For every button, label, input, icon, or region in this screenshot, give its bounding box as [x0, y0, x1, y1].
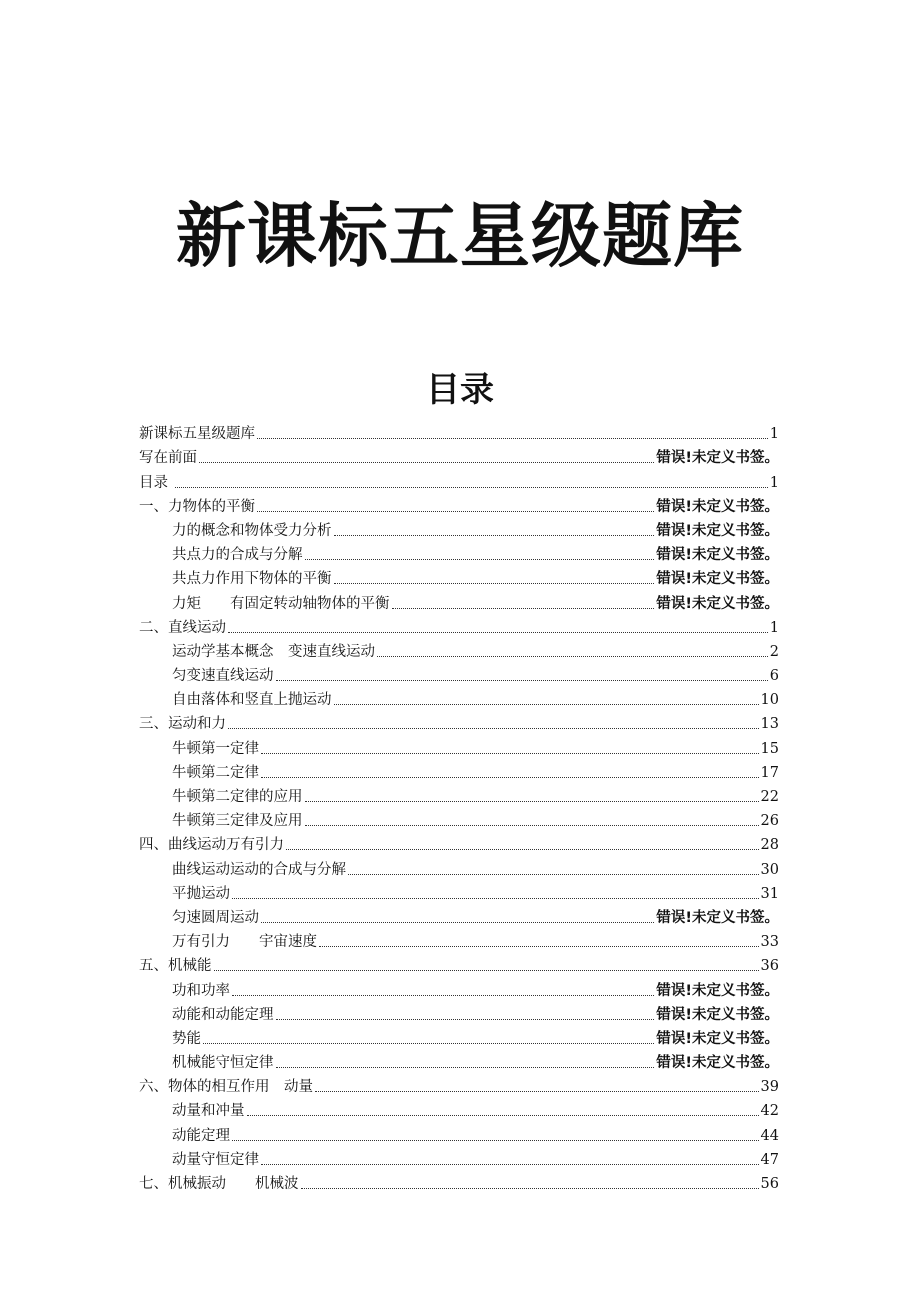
toc-entry-label: 功和功率 [172, 982, 230, 999]
toc-entry-page-number: 26 [760, 813, 779, 830]
toc-entry[interactable] [139, 734, 779, 758]
toc-entry-page-number: 15 [760, 740, 779, 757]
toc-entry-label: 写在前面 [139, 450, 197, 467]
toc-dot-leader [348, 874, 759, 875]
toc-entry-page-number: 30 [760, 861, 779, 878]
toc-entry-error-text: 错误!未定义书签。 [656, 982, 779, 999]
toc-entry-label: 五、机械能 [139, 958, 212, 975]
toc-entry-label: 曲线运动运动的合成与分解 [172, 861, 346, 878]
toc-entry[interactable] [139, 880, 779, 904]
toc-entry-page-number: 2 [769, 643, 779, 660]
toc-dot-leader [261, 753, 759, 754]
toc-entry-page-number: 39 [760, 1079, 779, 1096]
toc-dot-leader [257, 511, 654, 512]
toc-entry-label: 匀变速直线运动 [172, 668, 274, 685]
toc-entry[interactable] [139, 807, 779, 831]
toc-dot-leader [377, 656, 768, 657]
toc-dot-leader [203, 1043, 654, 1044]
toc-entry[interactable] [139, 710, 779, 734]
toc-entry[interactable] [139, 904, 779, 928]
toc-entry-error-text: 错误!未定义书签。 [656, 498, 779, 515]
document-title: 新课标五星级题库 [176, 193, 744, 277]
toc-entry[interactable] [139, 928, 779, 952]
toc-entry[interactable] [139, 952, 779, 976]
toc-dot-leader [261, 1164, 759, 1165]
toc-entry-error-text: 错误!未定义书签。 [656, 1030, 779, 1047]
toc-entry-error-text: 错误!未定义书签。 [656, 547, 779, 564]
toc-entry-label: 六、物体的相互作用 动量 [139, 1079, 313, 1096]
toc-entry-label: 动量和冲量 [172, 1103, 245, 1120]
toc-entry-label: 共点力的合成与分解 [172, 547, 303, 564]
toc-entry-page-number: 1 [769, 474, 779, 491]
toc-dot-leader [392, 608, 655, 609]
toc-entry-label: 势能 [172, 1030, 201, 1047]
toc-entry-error-text: 错误!未定义书签。 [656, 1055, 779, 1072]
toc-entry-page-number: 1 [769, 619, 779, 636]
toc-entry[interactable] [139, 1121, 779, 1145]
toc-entry-label: 一、力物体的平衡 [139, 498, 255, 515]
toc-entry[interactable] [139, 420, 779, 444]
toc-dot-leader [228, 728, 759, 729]
toc-entry-label: 万有引力 宇宙速度 [172, 934, 317, 951]
toc-dot-leader [305, 825, 759, 826]
toc-entry[interactable] [139, 565, 779, 589]
toc-entry[interactable] [139, 1049, 779, 1073]
toc-dot-leader [257, 438, 768, 439]
toc-dot-leader [261, 777, 759, 778]
toc-dot-leader [286, 849, 759, 850]
toc-entry-page-number: 22 [760, 789, 779, 805]
toc-entry-label: 四、曲线运动万有引力 [139, 837, 284, 854]
toc-dot-leader [276, 680, 768, 681]
toc-dot-leader [232, 898, 759, 899]
toc-entry-label: 牛顿第二定律 [172, 764, 259, 781]
toc-entry-error-text: 错误!未定义书签。 [656, 522, 779, 539]
toc-entry[interactable] [139, 1025, 779, 1049]
toc-entry-page-number: 13 [760, 716, 779, 733]
toc-entry-label: 动量守恒定律 [172, 1151, 259, 1168]
toc-dot-leader [334, 583, 655, 584]
toc-entry-label: 运动学基本概念 变速直线运动 [172, 643, 375, 660]
toc-dot-leader [232, 1140, 759, 1141]
toc-entry-error-text: 错误!未定义书签。 [656, 1006, 779, 1023]
toc-dot-leader [334, 535, 655, 536]
toc-entry[interactable] [139, 1146, 779, 1170]
toc-dot-leader [305, 559, 655, 560]
table-of-contents [139, 420, 779, 1194]
toc-entry-label: 二、直线运动 [139, 619, 226, 636]
toc-entry[interactable] [139, 1170, 779, 1194]
toc-entry-page-number: 31 [760, 885, 779, 902]
toc-entry-page-number: 56 [760, 1176, 779, 1192]
toc-entry-error-text: 错误!未定义书签。 [656, 571, 779, 588]
toc-entry-label: 新课标五星级题库 [139, 426, 255, 443]
toc-entry[interactable] [139, 1001, 779, 1025]
toc-entry-page-number: 36 [760, 958, 779, 975]
toc-entry-page-number: 1 [769, 426, 779, 443]
toc-heading: 目录 [426, 370, 494, 411]
toc-entry-label: 自由落体和竖直上抛运动 [172, 692, 332, 709]
toc-entry-page-number: 17 [760, 764, 779, 781]
toc-entry[interactable] [139, 468, 779, 492]
toc-entry[interactable] [139, 638, 779, 662]
toc-entry[interactable] [139, 541, 779, 565]
toc-dot-leader [276, 1019, 655, 1020]
toc-entry-label: 动能和动能定理 [172, 1006, 274, 1023]
toc-dot-leader [315, 1091, 759, 1092]
toc-dot-leader [301, 1188, 759, 1189]
toc-dot-leader [305, 801, 759, 802]
toc-entry-page-number: 44 [760, 1127, 779, 1144]
toc-dot-leader [261, 922, 654, 923]
toc-dot-leader [319, 946, 759, 947]
toc-dot-leader [247, 1115, 759, 1116]
toc-dot-leader [228, 632, 768, 633]
toc-entry[interactable] [139, 1097, 779, 1121]
toc-dot-leader [175, 487, 768, 488]
toc-entry-label: 牛顿第三定律及应用 [172, 813, 303, 830]
toc-entry[interactable] [139, 831, 779, 855]
toc-entry-page-number: 10 [760, 692, 779, 709]
toc-entry-page-number: 47 [760, 1151, 779, 1168]
toc-entry[interactable] [139, 1073, 779, 1097]
toc-dot-leader [276, 1067, 655, 1068]
toc-entry[interactable] [139, 686, 779, 710]
toc-entry-label: 匀速圆周运动 [172, 909, 259, 926]
toc-entry[interactable] [139, 517, 779, 541]
toc-entry[interactable] [139, 976, 779, 1000]
toc-entry[interactable] [139, 759, 779, 783]
toc-dot-leader [334, 704, 759, 705]
toc-entry-label: 力矩 有固定转动轴物体的平衡 [172, 595, 390, 612]
toc-entry-page-number: 42 [760, 1103, 779, 1120]
toc-entry-page-number: 33 [760, 934, 779, 951]
toc-entry-label: 七、机械振动 机械波 [139, 1176, 299, 1192]
toc-entry-label: 动能定理 [172, 1127, 230, 1144]
toc-entry-label: 力的概念和物体受力分析 [172, 522, 332, 539]
toc-entry-page-number: 6 [769, 668, 779, 685]
toc-entry-label: 牛顿第一定律 [172, 740, 259, 757]
toc-entry[interactable] [139, 444, 779, 468]
toc-dot-leader [214, 970, 759, 971]
toc-entry[interactable] [139, 783, 779, 807]
toc-entry[interactable] [139, 855, 779, 879]
toc-entry[interactable] [139, 614, 779, 638]
toc-dot-leader [232, 995, 654, 996]
toc-entry-label: 机械能守恒定律 [172, 1055, 274, 1072]
toc-entry-page-number: 28 [760, 837, 779, 854]
toc-entry[interactable] [139, 493, 779, 517]
toc-entry-label: 平抛运动 [172, 885, 230, 902]
toc-entry-label: 三、运动和力 [139, 716, 226, 733]
toc-entry-label: 共点力作用下物体的平衡 [172, 571, 332, 588]
toc-entry-error-text: 错误!未定义书签。 [656, 595, 779, 612]
toc-dot-leader [199, 462, 654, 463]
toc-entry-error-text: 错误!未定义书签。 [656, 450, 779, 467]
toc-entry[interactable] [139, 589, 779, 613]
toc-entry-label: 目录 [139, 474, 173, 491]
toc-entry[interactable] [139, 662, 779, 686]
toc-entry-label: 牛顿第二定律的应用 [172, 789, 303, 805]
toc-entry-error-text: 错误!未定义书签。 [656, 909, 779, 926]
